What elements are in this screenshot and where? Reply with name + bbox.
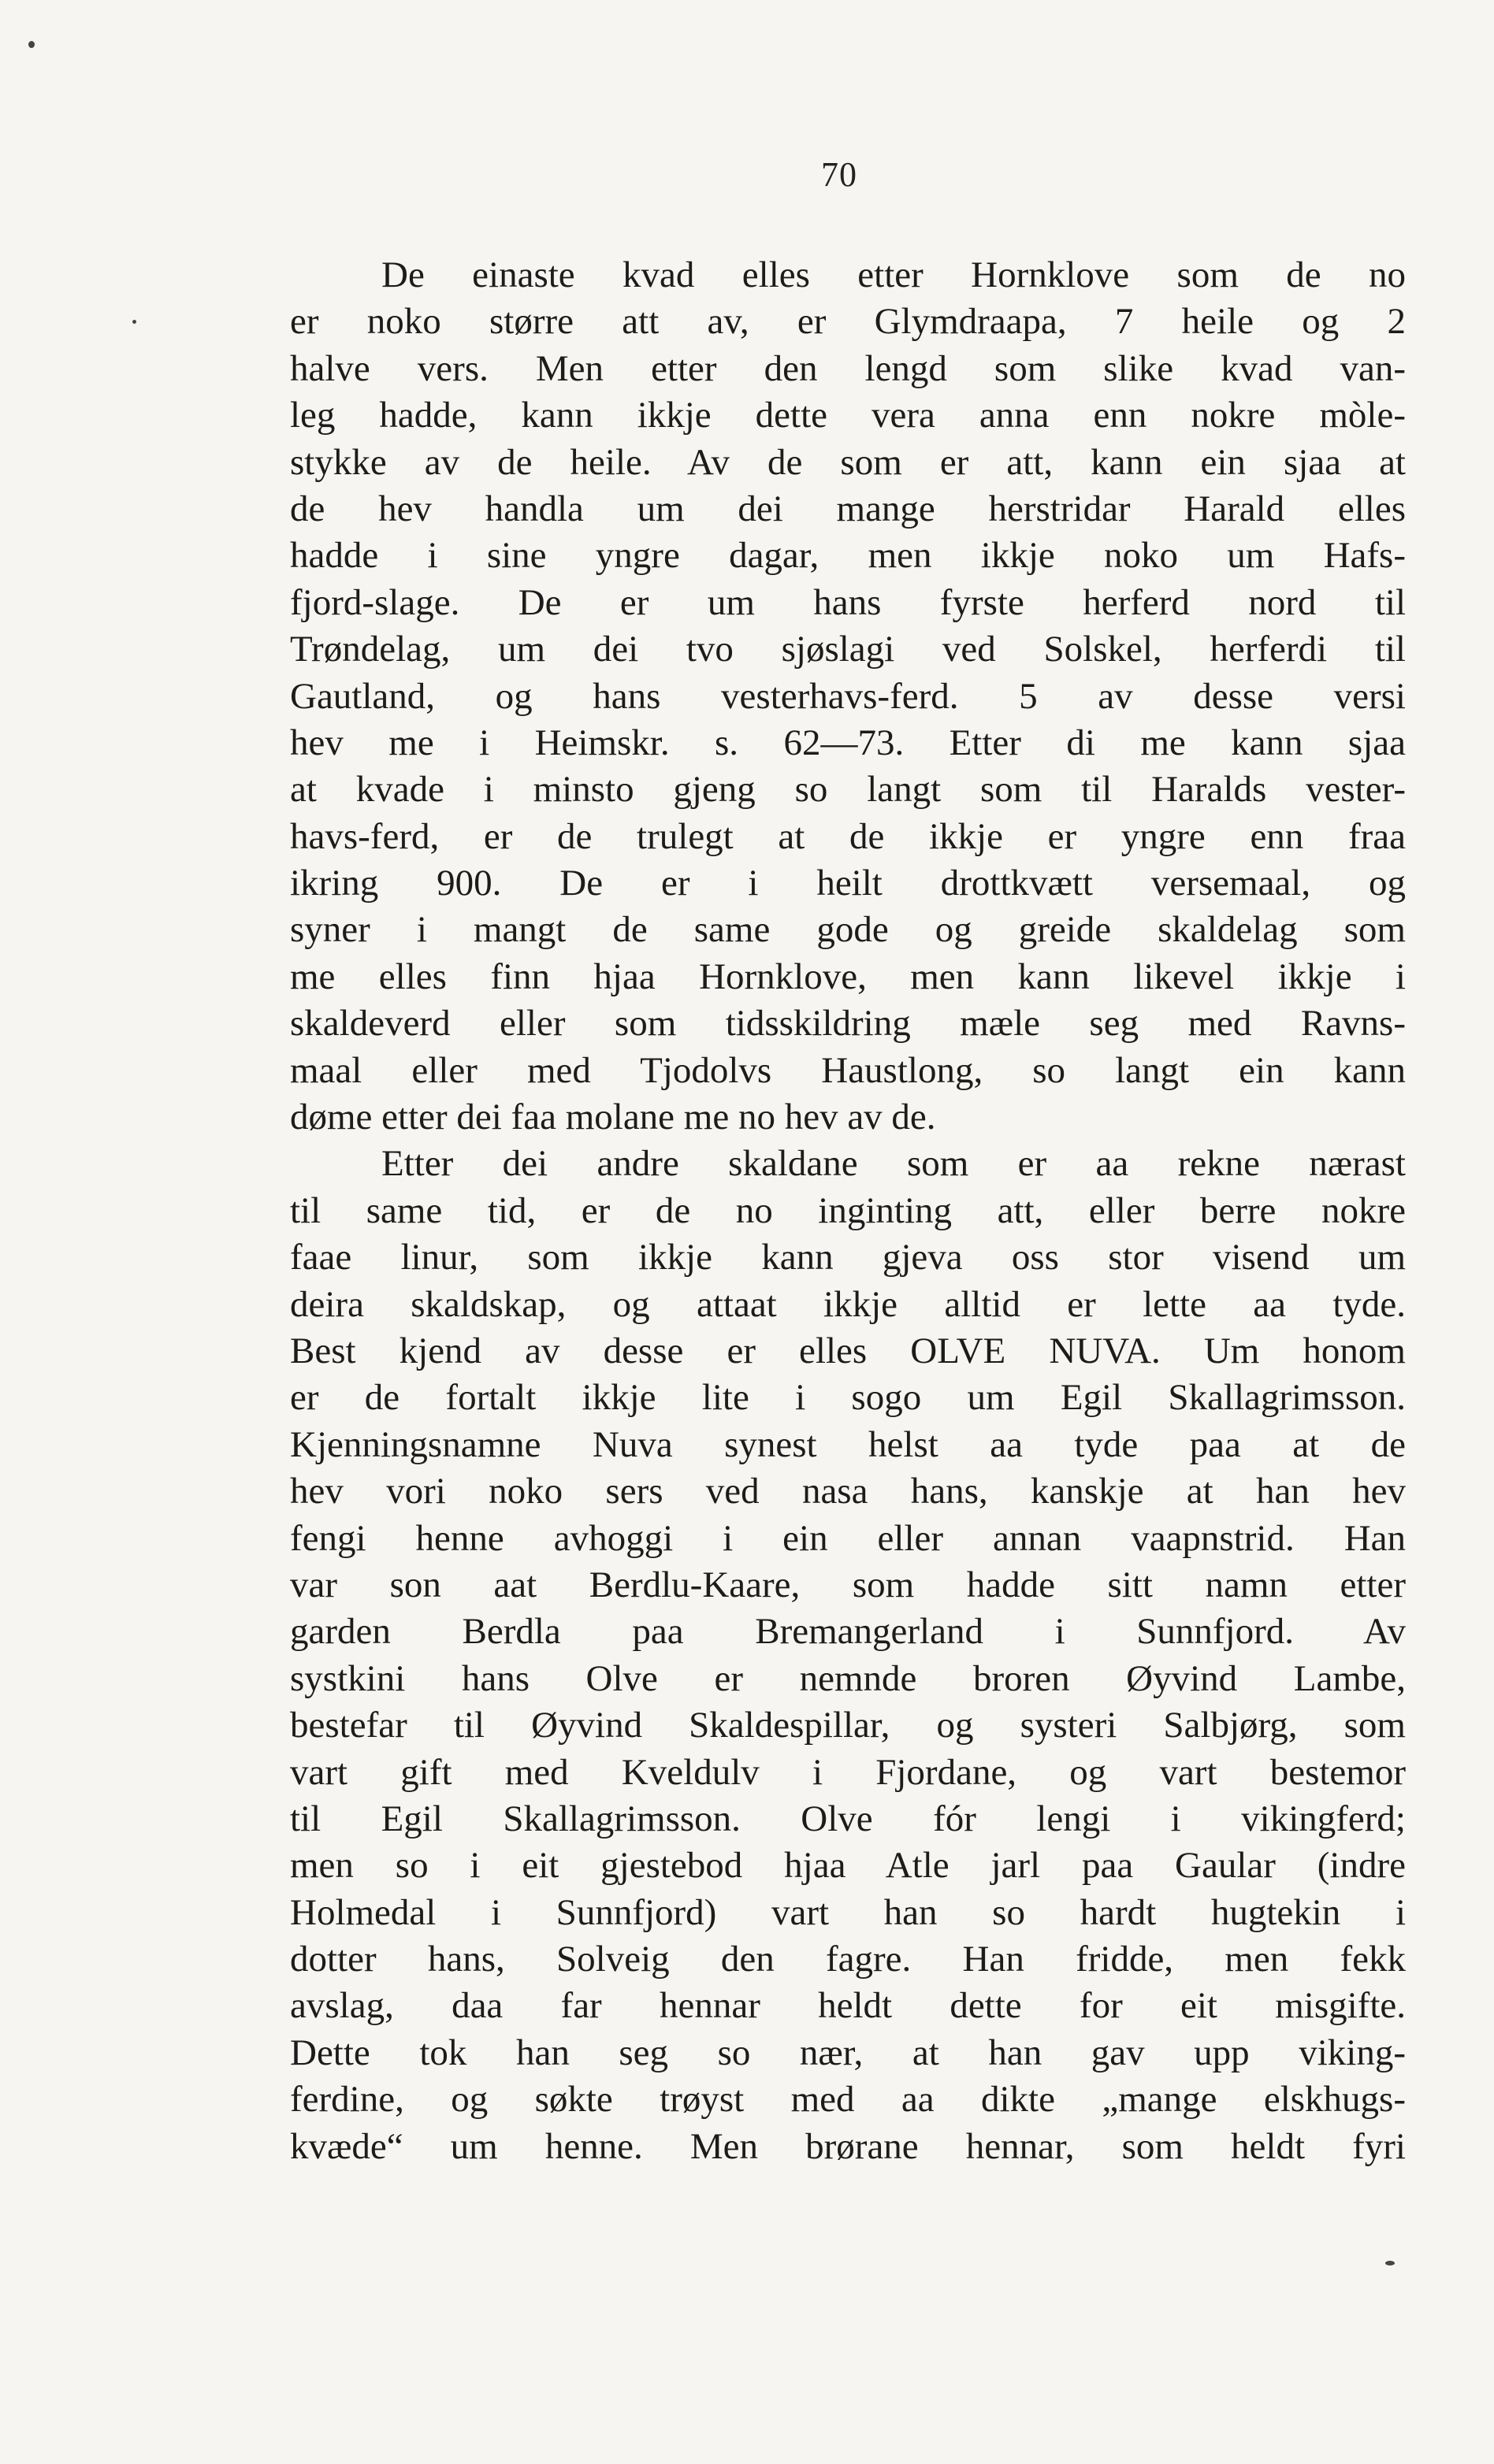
text-line: systkini hans Olve er nemnde broren Øyvind Lambe, (290, 1657, 1406, 1699)
text-line: vart gift med Kveldulv i Fjordane, og vart bestemor (290, 1751, 1406, 1793)
text-line: Dette tok han seg so nær, at han gav upp viking- (290, 2032, 1406, 2073)
text-line: me elles finn hjaa Hornklove, men kann likevel ikkje i (290, 956, 1406, 997)
text-line: skaldeverd eller som tidsskildring mæle seg med Ravns- (290, 1003, 1406, 1045)
text-line: De einaste kvad elles etter Hornklove som de no (381, 254, 1406, 295)
text-line: garden Berdla paa Bremangerland i Sunnfjord. Av (290, 1611, 1406, 1653)
text-line: havs-ferd, er de trulegt at de ikkje er yngre enn fraa (290, 815, 1406, 857)
text-line: ikring 900. De er i heilt drottkvætt versemaal, og (290, 863, 1406, 904)
text-line: til Egil Skallagrimsson. Olve fór lengi i vikingferd; (290, 1798, 1406, 1839)
text-line: fjord-slage. De er um hans fyrste herferd nord til (290, 581, 1406, 623)
text-line: Trøndelag, um dei tvo sjøslagi ved Solskel, herferdi til (290, 629, 1406, 670)
text-line: Etter dei andre skaldane som er aa rekne nærast (381, 1143, 1406, 1185)
text-line: hev me i Heimskr. s. 62—73. Etter di me kann sjaa (290, 722, 1406, 763)
text-line: Gautland, og hans vesterhavs-ferd. 5 av desse versi (290, 675, 1406, 717)
text-line: er de fortalt ikkje lite i sogo um Egil Skallagrimsson. (290, 1377, 1406, 1419)
text-line: hev vori noko sers ved nasa hans, kanskje at han hev (290, 1471, 1406, 1512)
text-line: døme etter dei faa molane me no hev av de. (290, 1097, 936, 1138)
text-line: fengi henne avhoggi i ein eller annan vaapnstrid. Han (290, 1517, 1406, 1559)
text-line: de hev handla um dei mange herstridar Harald elles (290, 488, 1406, 529)
text-line: avslag, daa far hennar heldt dette for eit misgifte. (290, 1985, 1406, 2027)
print-speck (132, 320, 136, 324)
text-line: syner i mangt de same gode og greide skaldelag som (290, 909, 1406, 951)
text-line: men so i eit gjestebod hjaa Atle jarl paa Gaular (indre (290, 1845, 1406, 1887)
text-line: var son aat Berdlu-Kaare, som hadde sitt namn etter (290, 1564, 1406, 1605)
text-line: stykke av de heile. Av de som er att, kann ein sjaa at (290, 441, 1406, 483)
text-line: halve vers. Men etter den lengd som slike kvad van- (290, 347, 1406, 389)
text-line: faae linur, som ikkje kann gjeva oss stor visend um (290, 1237, 1406, 1278)
text-line: ferdine, og søkte trøyst med aa dikte „mange elskhugs- (290, 2079, 1406, 2121)
text-line: kvæde“ um henne. Men brørane hennar, som heldt fyri (290, 2125, 1406, 2167)
text-line: at kvade i minsto gjeng so langt som til Haralds vester- (290, 769, 1406, 811)
page-number: 70 (821, 155, 857, 194)
text-line: hadde i sine yngre dagar, men ikkje noko um Hafs- (290, 535, 1406, 577)
text-line: er noko større att av, er Glymdraapa, 7 heile og 2 (290, 301, 1406, 343)
body-text (290, 252, 1406, 2170)
print-speck (28, 41, 35, 48)
text-line: Best kjend av desse er elles OLVE NUVA. Um honom (290, 1330, 1406, 1371)
text-line: leg hadde, kann ikkje dette vera anna enn nokre mòle- (290, 395, 1406, 436)
text-line: bestefar til Øyvind Skaldespillar, og systeri Salbjørg, som (290, 1705, 1406, 1746)
text-line: maal eller med Tjodolvs Haustlong, so langt ein kann (290, 1049, 1406, 1091)
text-line: til same tid, er de no inginting att, eller berre nokre (290, 1189, 1406, 1231)
text-line: Kjenningsnamne Nuva synest helst aa tyde paa at de (290, 1423, 1406, 1465)
print-speck (1385, 2261, 1395, 2265)
text-line: dotter hans, Solveig den fagre. Han fridde, men fekk (290, 1939, 1406, 1980)
text-line: Holmedal i Sunnfjord) vart han so hardt hugtekin i (290, 1891, 1406, 1933)
text-line: deira skaldskap, og attaat ikkje alltid er lette aa tyde. (290, 1283, 1406, 1325)
